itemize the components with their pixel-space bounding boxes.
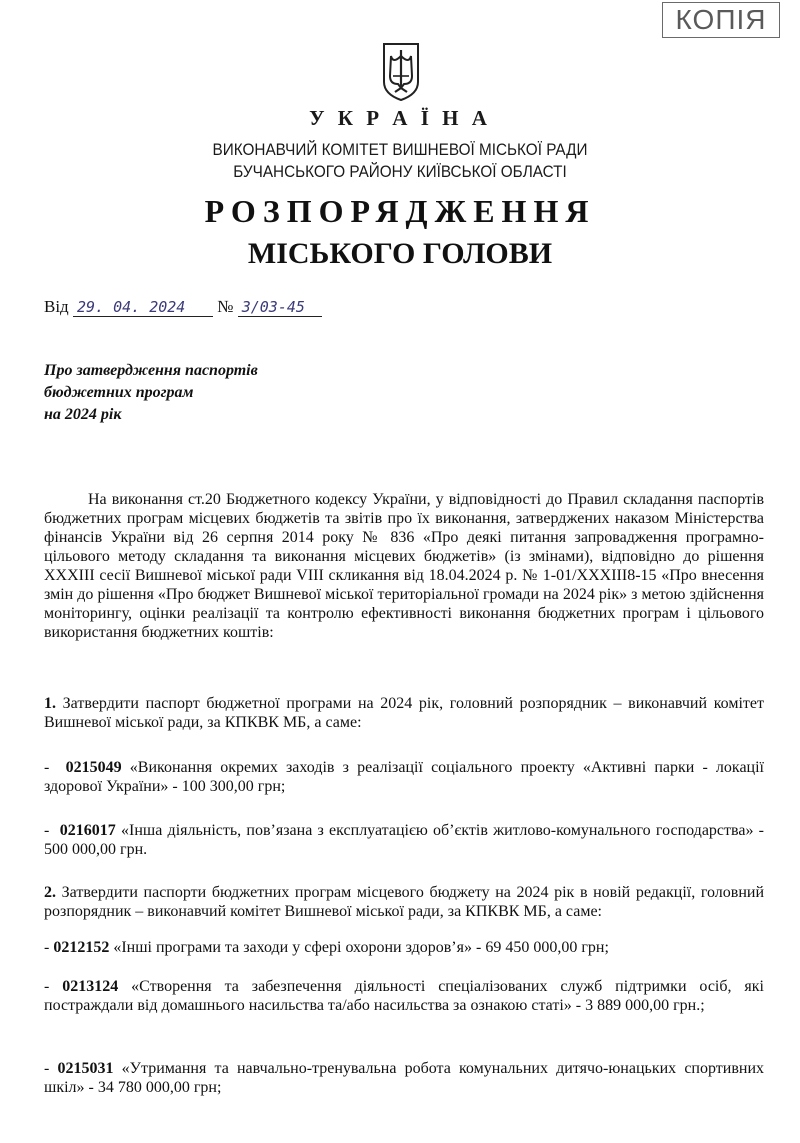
date-label: Від xyxy=(44,297,69,316)
budget-code: 0215031 xyxy=(57,1060,114,1077)
subject-line: бюджетних програм xyxy=(44,384,194,401)
item-dash: - xyxy=(44,939,50,956)
trident-emblem-icon xyxy=(381,42,421,102)
item-text: «Створення та забезпечення діяльності спеціалізованих служб підтримки осіб, які постраждали від домашнього насильства та/або насильства за ознакою статі» - 3 889 000,00 грн.; xyxy=(44,978,765,1014)
committee-name-line1: ВИКОНАВЧИЙ КОМІТЕТ ВИШНЕВОЇ МІСЬКОЇ РАДИ xyxy=(212,140,588,159)
number-label: № xyxy=(217,297,234,316)
handwritten-number: 3/03-45 xyxy=(238,298,322,317)
section-number: 2. xyxy=(44,884,56,901)
section-1 xyxy=(44,694,764,732)
item-dash: - xyxy=(44,978,50,995)
section-2 xyxy=(44,883,764,921)
document-subtype: МІСЬКОГО ГОЛОВИ xyxy=(247,237,553,270)
subject-line: на 2024 рік xyxy=(44,406,122,423)
section-text: Затвердити паспорт бюджетної програми на 2024 рік, головний розпорядник – виконавчий комітет Вишневої міської ради, за КПКВК МБ, а саме: xyxy=(44,695,764,731)
item-dash: - xyxy=(44,822,50,839)
budget-code: 0213124 xyxy=(62,978,119,995)
item-dash: - xyxy=(44,1060,50,1077)
list-item xyxy=(44,1059,764,1097)
list-item xyxy=(44,977,764,1015)
item-dash: - xyxy=(44,759,50,776)
budget-code: 0212152 xyxy=(53,939,110,956)
document-type: РОЗПОРЯДЖЕННЯ xyxy=(204,193,596,229)
country-name: У К Р А Ї Н А xyxy=(309,106,491,130)
preamble-paragraph: На виконання ст.20 Бюджетного кодексу України, у відповідності до Правил складання паспортів бюджетних програм місцевих бюджетів та звітів про їх виконання, затверджених наказом Міністерства фінансів України від 26 серпня 2014 року № 836 «Про деякі питання запровадження програмно-цільового методу складання та виконання місцевих бюджетів» (із змінами), відповідно до рішення XXXIII сесії Вишневої міської ради VIII скликання від 18.04.2024 р. № 1-01/XXXIII8-15 «Про внесення змін до рішення «Про бюджет Вишневої міської територіальної громади на 2024 рік» з метою здійснення моніторингу, оцінки реалізації та контролю ефективності виконання бюджетних програм і цільового використання бюджетних коштів: xyxy=(44,491,764,641)
section-text: Затвердити паспорти бюджетних програм місцевого бюджету на 2024 рік в новій редакції, головний розпорядник – виконавчий комітет Вишневої міської ради, за КПКВК МБ, а саме: xyxy=(44,884,765,920)
dateline xyxy=(44,297,322,317)
list-item xyxy=(44,758,764,796)
handwritten-date: 29. 04. 2024 xyxy=(73,298,213,317)
item-text: «Виконання окремих заходів з реалізації соціального проекту «Активні парки - локації здорової України» - 100 300,00 грн; xyxy=(44,759,765,795)
item-text: «Утримання та навчально-тренувальна робота комунальних дитячо-юнацьких спортивних шкіл» - 34 780 000,00 грн; xyxy=(44,1060,765,1096)
subject-line: Про затвердження паспортів xyxy=(44,362,258,379)
list-item xyxy=(44,821,764,859)
budget-code: 0215049 xyxy=(65,759,122,776)
budget-code: 0216017 xyxy=(59,822,116,839)
list-item xyxy=(44,938,764,957)
section-number: 1. xyxy=(44,695,56,712)
subject-block xyxy=(44,360,258,426)
copy-stamp: КОПІЯ xyxy=(662,2,780,38)
item-text: «Інша діяльність, пов’язана з експлуатацією об’єктів житлово-комунального господарства» - 500 000,00 грн. xyxy=(44,822,765,858)
committee-name-line2: БУЧАНСЬКОГО РАЙОНУ КИЇВСЬКОЇ ОБЛАСТІ xyxy=(233,162,567,181)
item-text: «Інші програми та заходи у сфері охорони здоров’я» - 69 450 000,00 грн; xyxy=(113,939,609,956)
